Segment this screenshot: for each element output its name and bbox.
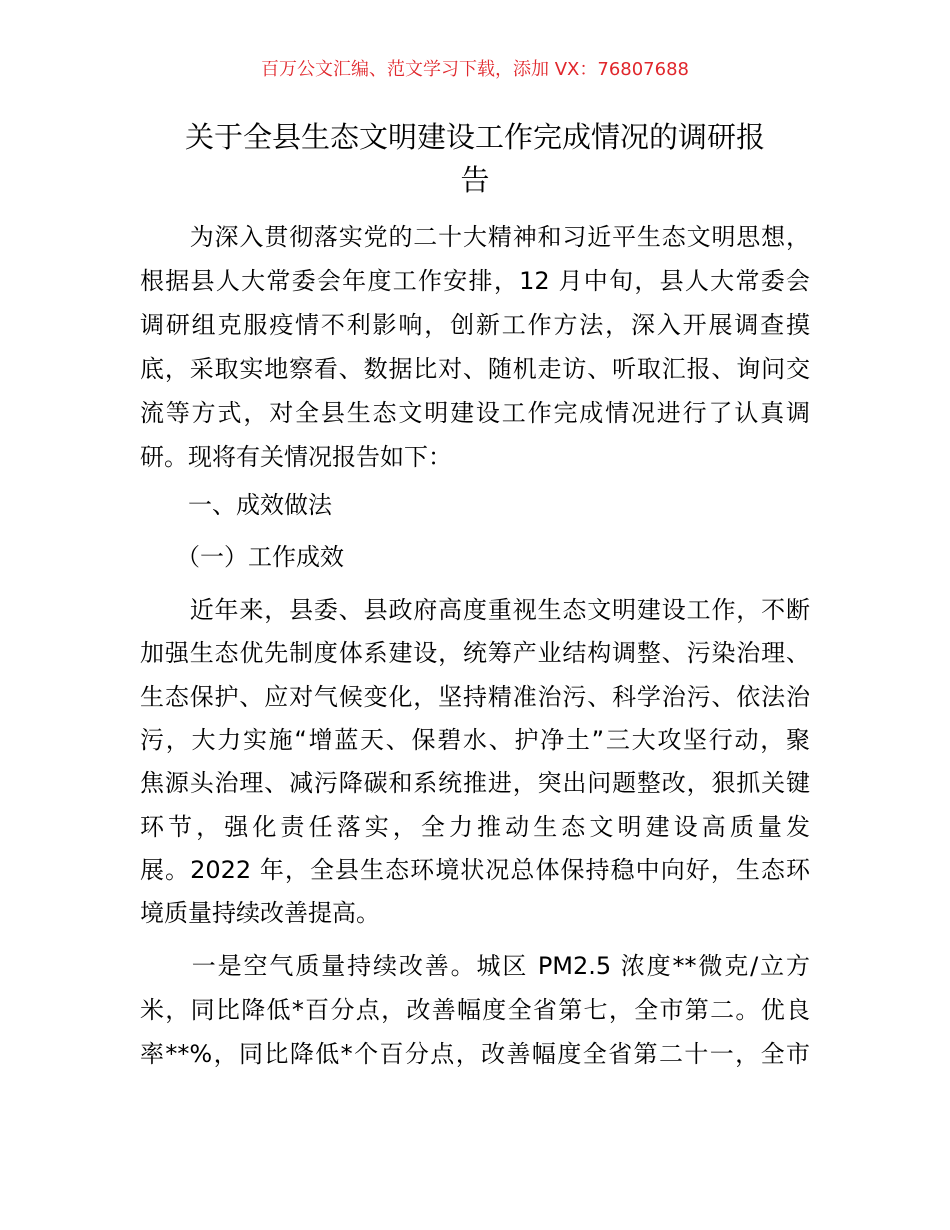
- document-title: 关于全县生态文明建设工作完成情况的调研报: [184, 120, 765, 154]
- subsection-heading: （一）工作成效: [140, 543, 344, 571]
- paragraph-line: 一是空气质量持续改善。城区 PM2.5 浓度**微克/立方: [140, 952, 810, 980]
- paragraph-line: 米，同比降低*百分点，改善幅度全省第七，全市第二。优良: [140, 996, 810, 1024]
- watermark-header: 百万公文汇编、范文学习下载，添加 VX：76807688: [261, 59, 689, 80]
- paragraph-line: 研。现将有关情况报告如下：: [140, 443, 452, 471]
- paragraph-line: 生态保护、应对气候变化，坚持精准治污、科学治污、依法治: [140, 682, 810, 711]
- section-heading: 一、成效做法: [140, 491, 332, 519]
- paragraph-line: 调研组克服疫情不利影响，创新工作方法，深入开展调查摸: [140, 311, 810, 339]
- paragraph-line: 为深入贯彻落实党的二十大精神和习近平生态文明思想，: [140, 223, 810, 251]
- document-title-cont: 告: [460, 163, 490, 197]
- paragraph-line: 率**%，同比降低*个百分点，改善幅度全省第二十一，全市: [140, 1040, 810, 1068]
- paragraph-line: 流等方式，对全县生态文明建设工作完成情况进行了认真调: [140, 399, 810, 427]
- paragraph-line: 境质量持续改善提高。: [140, 899, 380, 928]
- paragraph-line: 焦源头治理、减污降碳和系统推进，突出问题整改，狠抓关键: [140, 769, 810, 798]
- paragraph-line: 环节，强化责任落实，全力推动生态文明建设高质量发: [140, 812, 810, 841]
- paragraph-line: 根据县人大常委会年度工作安排，12 月中旬，县人大常委会: [140, 267, 810, 295]
- paragraph-line: 加强生态优先制度体系建设，统筹产业结构调整、污染治理、: [140, 639, 810, 668]
- paragraph-line: 污，大力实施“增蓝天、保碧水、护净土”三大攻坚行动，聚: [140, 725, 810, 754]
- paragraph-line: 底，采取实地察看、数据比对、随机走访、听取汇报、询问交: [140, 355, 810, 383]
- paragraph-line: 近年来，县委、县政府高度重视生态文明建设工作，不断: [140, 596, 810, 624]
- paragraph-line: 展。2022 年，全县生态环境状况总体保持稳中向好，生态环: [140, 855, 810, 884]
